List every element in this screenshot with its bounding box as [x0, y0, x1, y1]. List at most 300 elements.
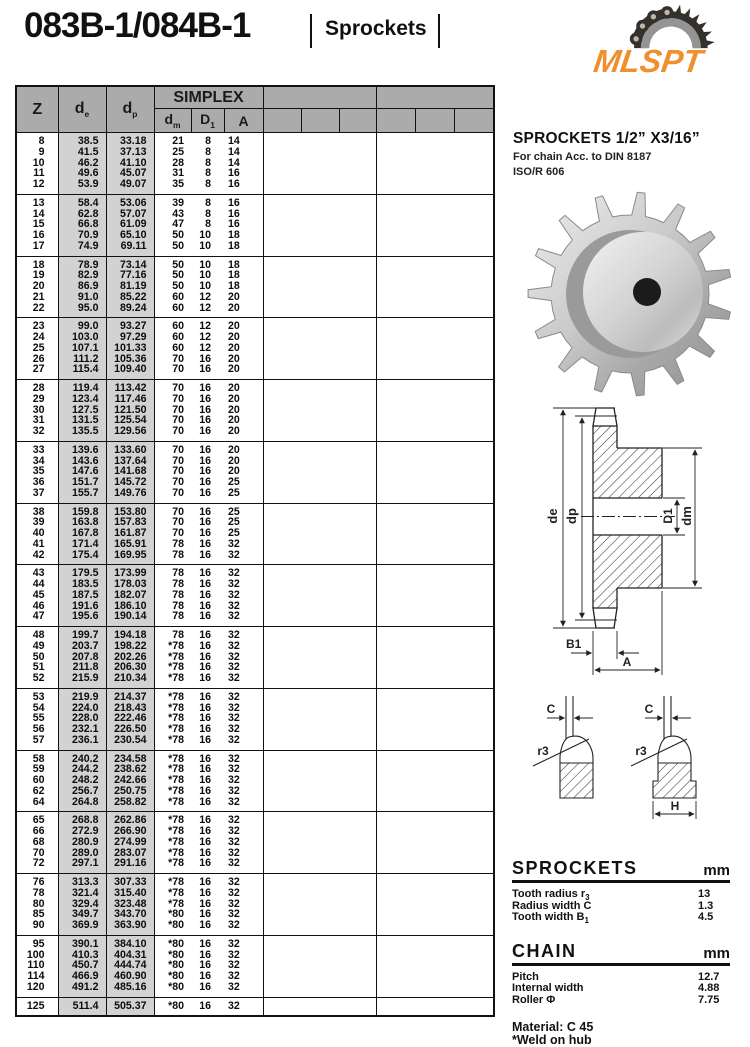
cell-d1: 16: [199, 610, 211, 623]
cell-de: 66.8: [58, 219, 106, 230]
cell-d1: 16: [199, 857, 211, 870]
chain-spec-unit: mm: [703, 944, 730, 962]
cell-z: 72: [16, 858, 58, 873]
table-row: [16, 673, 494, 688]
cell-z: 43: [16, 565, 58, 579]
empty-group-cell-2: [376, 292, 494, 303]
cell-dp: 117.46: [106, 394, 154, 405]
cell-de: 240.2: [58, 750, 106, 764]
cell-dp: 113.42: [106, 380, 154, 394]
cell-de: 53.9: [58, 179, 106, 194]
cell-d1: 16: [199, 897, 211, 910]
cell-dp: 234.58: [106, 750, 154, 764]
cell-z: 64: [16, 797, 58, 812]
empty-group-cell-1: [263, 168, 376, 179]
cell-d1: 16: [199, 825, 211, 837]
cell-de: 103.0: [58, 332, 106, 343]
table-row: [16, 590, 494, 601]
cell-z: 56: [16, 724, 58, 735]
cell-d1: 16: [199, 414, 211, 427]
table-row: [16, 539, 494, 550]
bore-hole: [633, 278, 661, 306]
empty-group-cell-2: [376, 611, 494, 626]
empty-group-cell-1: [263, 147, 376, 158]
empty-group-cell-2: [376, 168, 494, 179]
empty-group-cell-1: [263, 503, 376, 517]
cell-dm: *80: [168, 959, 184, 972]
section-lower-hatch: [593, 535, 662, 608]
cell-z: 60: [16, 775, 58, 786]
chain-spec-header: [512, 941, 730, 966]
cell-a: 20: [224, 405, 263, 416]
weld-note: *Weld on hub: [512, 1032, 592, 1047]
empty-group-cell-1: [263, 909, 376, 920]
empty-group-cell-2: [376, 405, 494, 416]
empty-group-cell-1: [263, 848, 376, 859]
cell-a: 16: [224, 168, 263, 179]
sprocket-photo-image: [518, 188, 750, 403]
empty-group-cell-2: [376, 380, 494, 394]
empty-group-cell-2: [376, 920, 494, 935]
cell-d1: 16: [199, 465, 211, 478]
empty-group-cell-2: [376, 158, 494, 169]
table-row: [16, 611, 494, 626]
cell-z: 54: [16, 703, 58, 714]
table-row: [16, 837, 494, 848]
cell-z: 17: [16, 241, 58, 256]
cell-z: 120: [16, 982, 58, 997]
dim-label-de: de: [545, 508, 560, 524]
chain-iso-line: ISO/R 606: [513, 166, 565, 178]
empty-group-cell-2: [376, 662, 494, 673]
cell-dm: 31: [172, 167, 184, 180]
cell-dm: *78: [168, 723, 184, 735]
cell-dp: 53.06: [106, 194, 154, 208]
cell-dm: *78: [168, 661, 184, 674]
empty-group-cell-1: [263, 318, 376, 332]
cell-d1: 12: [199, 331, 211, 343]
cell-d1: 16: [199, 352, 211, 365]
cell-dm: *78: [168, 835, 184, 848]
cell-a: 20: [224, 343, 263, 354]
brand-logo-text: MLSPT: [591, 43, 706, 79]
empty-group-cell-1: [263, 219, 376, 230]
cell-z: 25: [16, 343, 58, 354]
cell-dm: 39: [154, 194, 191, 208]
table-row: [16, 565, 494, 579]
cell-d1: 16: [199, 650, 211, 663]
cell-z: 38: [16, 503, 58, 517]
cell-dm: *78: [168, 712, 184, 725]
cell-a: 20: [224, 394, 263, 405]
cell-d1: 16: [199, 454, 211, 467]
cell-de: 119.4: [58, 380, 106, 394]
cell-d1: 10: [191, 256, 224, 270]
cell-z: 125: [16, 997, 58, 1016]
cell-dp: 173.99: [106, 565, 154, 579]
cell-a: 32: [224, 826, 263, 837]
cell-de: 349.7: [58, 909, 106, 920]
cell-dp: 178.03: [106, 579, 154, 590]
cell-dm: *78: [168, 784, 184, 797]
empty-group-cell-2: [376, 775, 494, 786]
empty-group-cell-1: [263, 241, 376, 256]
table-row: [16, 364, 494, 379]
cell-de: 256.7: [58, 786, 106, 797]
cell-dm: 70: [172, 476, 184, 488]
cell-dp: 141.68: [106, 466, 154, 477]
cell-dm: *78: [168, 857, 184, 870]
cell-z: 20: [16, 281, 58, 292]
cell-dp: 194.18: [106, 627, 154, 641]
spec-row: [512, 912, 730, 924]
table-row: [16, 797, 494, 812]
cell-de: 155.7: [58, 488, 106, 503]
cell-dm: 25: [172, 145, 184, 158]
cell-z: 42: [16, 550, 58, 565]
cell-dm: 50: [154, 256, 191, 270]
empty-group-cell-2: [376, 590, 494, 601]
cell-de: 211.8: [58, 662, 106, 673]
empty-group-cell-2: [376, 764, 494, 775]
empty-group-cell-2: [376, 797, 494, 812]
cell-dm: 70: [172, 454, 184, 467]
cell-de: 313.3: [58, 874, 106, 888]
empty-group-cell-1: [263, 354, 376, 365]
sprocket-dimensions-table: [15, 85, 495, 1017]
empty-group-cell-1: [263, 488, 376, 503]
empty-group-cell-2: [376, 539, 494, 550]
cell-z: 62: [16, 786, 58, 797]
cell-dp: 226.50: [106, 724, 154, 735]
empty-group-cell-2: [376, 858, 494, 873]
empty-group-cell-2: [376, 219, 494, 230]
chain-info-block: [513, 130, 748, 178]
cell-a: 32: [224, 565, 263, 579]
sprockets-spec-unit: mm: [703, 862, 730, 879]
cell-dp: 93.27: [106, 318, 154, 332]
cell-z: 32: [16, 426, 58, 441]
cell-d1: 16: [199, 363, 211, 376]
table-row: [16, 812, 494, 826]
cell-dm: 60: [154, 318, 191, 332]
cell-dm: *78: [154, 750, 191, 764]
empty-group-cell-2: [376, 909, 494, 920]
table-row: [16, 550, 494, 565]
empty-group-cell-2: [376, 477, 494, 488]
cell-a: 18: [224, 281, 263, 292]
brand-logo: [592, 2, 747, 82]
empty-group-cell-1: [263, 735, 376, 750]
cell-de: 86.9: [58, 281, 106, 292]
cell-z: 48: [16, 627, 58, 641]
cross-section-drawing: [505, 403, 750, 688]
cell-a: 16: [224, 179, 263, 194]
cell-de: 131.5: [58, 415, 106, 426]
cell-d1: 16: [191, 565, 224, 579]
dim-label-H: H: [670, 799, 680, 813]
col-header-a: A: [224, 109, 263, 133]
empty-group-cell-2: [376, 318, 494, 332]
cell-dm: *80: [168, 908, 184, 921]
cell-de: 466.9: [58, 971, 106, 982]
cell-a: 32: [224, 899, 263, 910]
cell-a: 20: [224, 318, 263, 332]
cell-de: 329.4: [58, 899, 106, 910]
cell-de: 511.4: [58, 997, 106, 1016]
cell-a: 32: [224, 627, 263, 641]
empty-group-cell-2: [376, 270, 494, 281]
empty-group-cell-2: [376, 960, 494, 971]
tooth-profile-drawings: [505, 688, 750, 850]
empty-group-cell-1: [263, 673, 376, 688]
cell-dp: 182.07: [106, 590, 154, 601]
cell-z: 22: [16, 303, 58, 318]
cell-d1: 16: [199, 846, 211, 859]
cell-z: 28: [16, 380, 58, 394]
cell-d1: 16: [199, 908, 211, 921]
table-row: [16, 627, 494, 641]
cell-d1: 16: [199, 980, 211, 993]
cell-z: 12: [16, 179, 58, 194]
sprockets-spec-rows: [512, 889, 730, 924]
cell-dp: 69.11: [106, 241, 154, 256]
cell-a: 20: [224, 380, 263, 394]
cell-de: 139.6: [58, 441, 106, 455]
empty-group-cell-1: [263, 179, 376, 194]
spec-label: Pitch: [512, 970, 539, 983]
spec-value: 7.75: [698, 993, 720, 1006]
cell-dp: 266.90: [106, 826, 154, 837]
cell-a: 20: [224, 354, 263, 365]
cell-z: 36: [16, 477, 58, 488]
cell-dp: 125.54: [106, 415, 154, 426]
cell-dp: 363.90: [106, 920, 154, 935]
cell-a: 32: [224, 579, 263, 590]
cell-d1: 16: [199, 948, 211, 961]
cell-dm: 70: [172, 403, 184, 416]
empty-group-cell-2: [376, 673, 494, 688]
cell-a: 20: [224, 426, 263, 441]
empty-group-cell-2: [376, 848, 494, 859]
cell-dp: 218.43: [106, 703, 154, 714]
chain-spec-rows: [512, 972, 730, 1007]
empty-group-cell-1: [263, 786, 376, 797]
cell-d1: 16: [199, 763, 211, 776]
empty-group-cell-1: [263, 158, 376, 169]
empty-group-cell-1: [263, 441, 376, 455]
cell-de: 62.8: [58, 209, 106, 220]
cell-dp: 404.31: [106, 950, 154, 961]
cell-de: 187.5: [58, 590, 106, 601]
cell-a: 32: [224, 764, 263, 775]
subcol-header-empty: [415, 109, 454, 133]
empty-group-cell-2: [376, 281, 494, 292]
cell-d1: 16: [199, 588, 211, 601]
cell-z: 14: [16, 209, 58, 220]
cell-de: 91.0: [58, 292, 106, 303]
cell-d1: 16: [199, 516, 211, 529]
empty-group-cell-1: [263, 950, 376, 961]
empty-group-cell-1: [263, 601, 376, 612]
empty-group-cell-2: [376, 826, 494, 837]
cell-z: 40: [16, 528, 58, 539]
empty-group-cell-1: [263, 426, 376, 441]
cell-z: 24: [16, 332, 58, 343]
cell-d1: 16: [191, 874, 224, 888]
cell-a: 32: [224, 997, 263, 1016]
cell-de: 135.5: [58, 426, 106, 441]
cell-a: 18: [224, 241, 263, 256]
chain-size-heading: SPROCKETS 1/2” X3/16”: [513, 130, 700, 147]
cell-a: 16: [224, 219, 263, 230]
empty-group-cell-2: [376, 466, 494, 477]
empty-group-cell-2: [376, 550, 494, 565]
cell-de: 58.4: [58, 194, 106, 208]
table-row: [16, 488, 494, 503]
spec-value: 13: [698, 888, 711, 900]
cell-a: 16: [224, 194, 263, 208]
cell-dm: 70: [154, 503, 191, 517]
cell-z: 55: [16, 713, 58, 724]
cell-z: 26: [16, 354, 58, 365]
dim-label-D1: D1: [661, 508, 675, 524]
cell-a: 32: [224, 673, 263, 688]
cell-a: 32: [224, 611, 263, 626]
cell-dp: 274.99: [106, 837, 154, 848]
cell-z: 34: [16, 456, 58, 467]
cell-a: 32: [224, 601, 263, 612]
cell-de: 410.3: [58, 950, 106, 961]
empty-group-cell-1: [263, 662, 376, 673]
empty-group-cell-1: [263, 703, 376, 714]
cell-a: 32: [224, 750, 263, 764]
cell-a: 25: [224, 517, 263, 528]
cell-dp: 133.60: [106, 441, 154, 455]
cell-a: 32: [224, 858, 263, 873]
cell-a: 20: [224, 441, 263, 455]
cell-de: 191.6: [58, 601, 106, 612]
dim-label-dm: dm: [679, 506, 694, 526]
empty-group-cell-2: [376, 256, 494, 270]
cell-de: 199.7: [58, 627, 106, 641]
cell-a: 32: [224, 775, 263, 786]
group-header-simplex: SIMPLEX: [154, 86, 263, 109]
cell-z: 49: [16, 641, 58, 652]
cell-dm: 50: [172, 229, 184, 241]
cell-dp: 169.95: [106, 550, 154, 565]
cell-dp: 165.91: [106, 539, 154, 550]
cell-de: 95.0: [58, 303, 106, 318]
cell-a: 32: [224, 662, 263, 673]
cell-dp: 153.80: [106, 503, 154, 517]
cell-z: 78: [16, 888, 58, 899]
cell-de: 369.9: [58, 920, 106, 935]
cell-z: 8: [16, 133, 58, 147]
cell-z: 16: [16, 230, 58, 241]
cell-z: 29: [16, 394, 58, 405]
cell-z: 39: [16, 517, 58, 528]
chain-standard-line: For chain Acc. to DIN 8187: [513, 151, 652, 163]
cell-z: 57: [16, 735, 58, 750]
cell-dp: 485.16: [106, 982, 154, 997]
cell-dm: 70: [172, 516, 184, 529]
empty-group-cell-1: [263, 971, 376, 982]
cell-de: 195.6: [58, 611, 106, 626]
spec-label: Radius width C: [512, 899, 592, 912]
empty-group-cell-1: [263, 539, 376, 550]
cell-dp: 283.07: [106, 848, 154, 859]
cell-dm: *78: [168, 846, 184, 859]
cell-dp: 129.56: [106, 426, 154, 441]
cell-dp: 137.64: [106, 456, 154, 467]
cell-a: 32: [224, 812, 263, 826]
empty-group-cell-2: [376, 812, 494, 826]
cell-a: 32: [224, 590, 263, 601]
empty-group-cell-1: [263, 194, 376, 208]
dim-label-r3-right: r3: [635, 744, 647, 758]
cell-d1: 16: [199, 784, 211, 797]
cell-z: 18: [16, 256, 58, 270]
cell-d1: 16: [199, 774, 211, 786]
cell-d1: 8: [205, 167, 211, 180]
cell-de: 46.2: [58, 158, 106, 169]
empty-group-cell-1: [263, 837, 376, 848]
cell-dp: 384.10: [106, 935, 154, 949]
subcol-header-empty: [263, 109, 301, 133]
col-header-d1: $D_1$: [191, 109, 224, 133]
cell-d1: 16: [199, 486, 211, 499]
cell-dp: 190.14: [106, 611, 154, 626]
cell-dp: 101.33: [106, 343, 154, 354]
cell-a: 14: [224, 158, 263, 169]
empty-group-cell-1: [263, 826, 376, 837]
table-row: [16, 441, 494, 455]
empty-group-cell-2: [376, 133, 494, 147]
cell-de: 107.1: [58, 343, 106, 354]
empty-group-cell-1: [263, 230, 376, 241]
cell-de: 38.5: [58, 133, 106, 147]
empty-group-cell-2: [376, 601, 494, 612]
cell-d1: 10: [199, 229, 211, 241]
cell-z: 59: [16, 764, 58, 775]
cell-dm: *80: [154, 935, 191, 949]
empty-group-cell-1: [263, 982, 376, 997]
cell-a: 32: [224, 652, 263, 663]
cell-d1: 16: [191, 997, 224, 1016]
cell-dp: 210.34: [106, 673, 154, 688]
empty-group-cell-1: [263, 466, 376, 477]
cell-z: 10: [16, 158, 58, 169]
cell-dp: 206.30: [106, 662, 154, 673]
subcol-header-empty: [301, 109, 339, 133]
cell-de: 111.2: [58, 354, 106, 365]
cell-a: 32: [224, 550, 263, 565]
cell-dm: *78: [168, 763, 184, 776]
spec-value: 4.5: [698, 911, 714, 924]
cell-d1: 16: [199, 723, 211, 735]
cell-z: 30: [16, 405, 58, 416]
empty-group-cell-2: [376, 147, 494, 158]
cell-a: 32: [224, 688, 263, 702]
cell-d1: 16: [199, 919, 211, 931]
cell-d1: 16: [199, 672, 211, 684]
empty-group-cell-2: [376, 456, 494, 467]
empty-group-cell-2: [376, 394, 494, 405]
empty-group-cell-2: [376, 997, 494, 1016]
cell-de: 123.4: [58, 394, 106, 405]
table-row: [16, 426, 494, 441]
